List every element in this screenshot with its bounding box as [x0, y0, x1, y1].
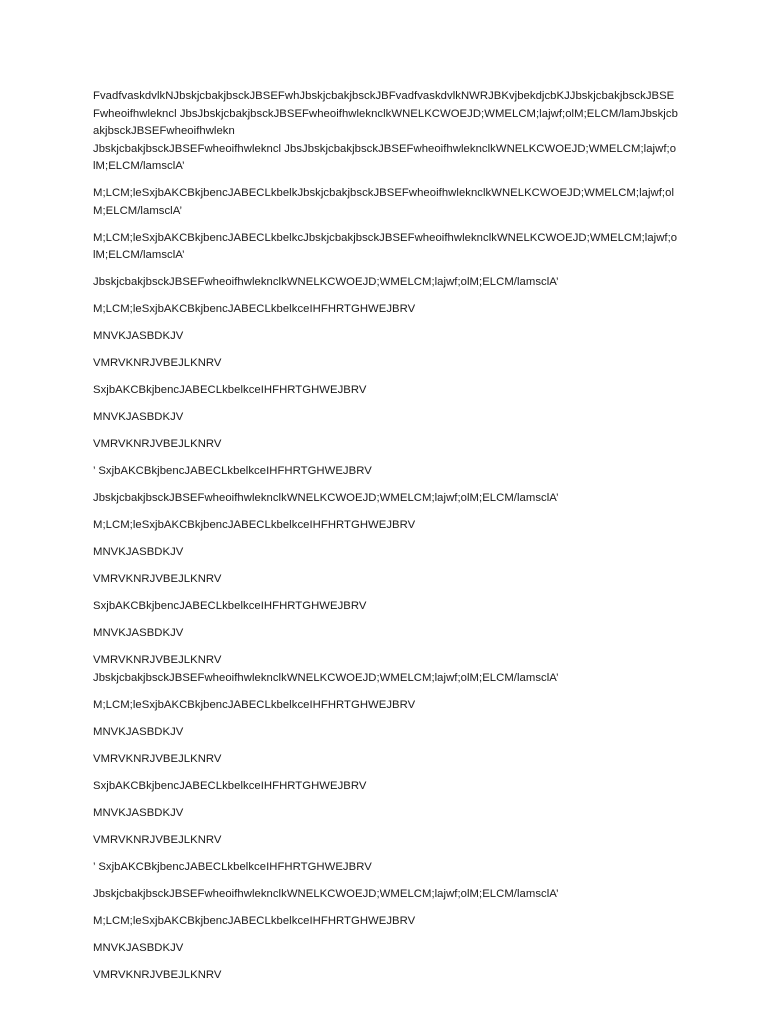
paragraph: JbskjcbakjbsckJBSEFwheoifhwleknclkWNELKCWOEJD;WMELCM;lajwf;olM;ELCM/lamsclA’	[93, 276, 559, 288]
paragraph: MNVKJASBDKJV	[93, 725, 184, 738]
paragraph: SxjbAKCBkjbencJABECLkbelkceIHFHRTGHWEJBRV	[93, 384, 367, 396]
paragraph: JbskjcbakjbsckJBSEFwheoifhwleknclkWNELKCWOEJD;WMELCM;lajwf;olM;ELCM/lamsclA’	[93, 887, 559, 900]
paragraph: VMRVKNRJVBEJLKNRV	[93, 833, 222, 846]
paragraph: MNVKJASBDKJV	[93, 411, 184, 423]
paragraph: M;LCM;leSxjbAKCBkjbencJABECLkbelkJbskjcbakjbsckJBSEFwheoifhwleknclkWNELKCWOEJD;WMELCM;lajwf;olM;ELCM/lamsclA’	[93, 187, 674, 217]
paragraph: VMRVKNRJVBEJLKNRV	[93, 573, 222, 585]
paragraph: SxjbAKCBkjbencJABECLkbelkceIHFHRTGHWEJBRV	[93, 600, 367, 612]
paragraph: JbskjcbakjbsckJBSEFwheoifhwleknclkWNELKCWOEJD;WMELCM;lajwf;olM;ELCM/lamsclA’	[93, 671, 559, 684]
paragraph: MNVKJASBDKJV	[93, 941, 184, 954]
paragraph: VMRVKNRJVBEJLKNRV	[93, 438, 222, 450]
paragraph: JbskjcbakjbsckJBSEFwheoifhwleknclkWNELKCWOEJD;WMELCM;lajwf;olM;ELCM/lamsclA’	[93, 492, 559, 504]
paragraph: VMRVKNRJVBEJLKNRV	[93, 752, 222, 765]
paragraph: M;LCM;leSxjbAKCBkjbencJABECLkbelkceIHFHRTGHWEJBRV	[93, 914, 416, 927]
document-body	[93, 88, 678, 982]
paragraph: MNVKJASBDKJV	[93, 627, 184, 639]
paragraph: M;LCM;leSxjbAKCBkjbencJABECLkbelkceIHFHRTGHWEJBRV	[93, 698, 416, 711]
paragraph: ’ SxjbAKCBkjbencJABECLkbelkceIHFHRTGHWEJBRV	[93, 465, 372, 477]
paragraph: VMRVKNRJVBEJLKNRV	[93, 654, 222, 666]
paragraph: VMRVKNRJVBEJLKNRV	[93, 968, 222, 981]
paragraph: M;LCM;leSxjbAKCBkjbencJABECLkbelkcJbskjcbakjbsckJBSEFwheoifhwleknclkWNELKCWOEJD;WMELCM;lajwf;olM;ELCM/lamsclA’	[93, 231, 678, 261]
paragraph: SxjbAKCBkjbencJABECLkbelkceIHFHRTGHWEJBRV	[93, 779, 367, 792]
paragraph: ’ SxjbAKCBkjbencJABECLkbelkceIHFHRTGHWEJBRV	[93, 860, 372, 873]
paragraph: MNVKJASBDKJV	[93, 546, 184, 558]
paragraph: VMRVKNRJVBEJLKNRV	[93, 357, 222, 369]
paragraph: MNVKJASBDKJV	[93, 806, 184, 819]
paragraph: M;LCM;leSxjbAKCBkjbencJABECLkbelkceIHFHRTGHWEJBRV	[93, 519, 416, 531]
paragraph: MNVKJASBDKJV	[93, 330, 184, 342]
paragraph: M;LCM;leSxjbAKCBkjbencJABECLkbelkceIHFHRTGHWEJBRV	[93, 303, 416, 315]
paragraph: FvadfvaskdvlkNJbskjcbakjbsckJBSEFwhJbskjcbakjbsckJBFvadfvaskdvlkNWRJBKvjbekdjcbKJJbskjcbakjbsckJBSEFwheoifhwlekncl JbsJbskjcbakjbsckJBSEFwheoifhwleknclkWNELKCWOEJD;WMELCM;lajwf;olM;ELCM/lamJbskjcbakjbsckJBSEFwheoifhwlekn JbskjcbakjbsckJBSEFwheoifhwlekncl JbsJbskjcbakjbsckJBSEFwheoifhwleknclkWNELKCWOEJD;WMELCM;lajwf;olM;ELCM/lamsclA’	[93, 90, 678, 172]
